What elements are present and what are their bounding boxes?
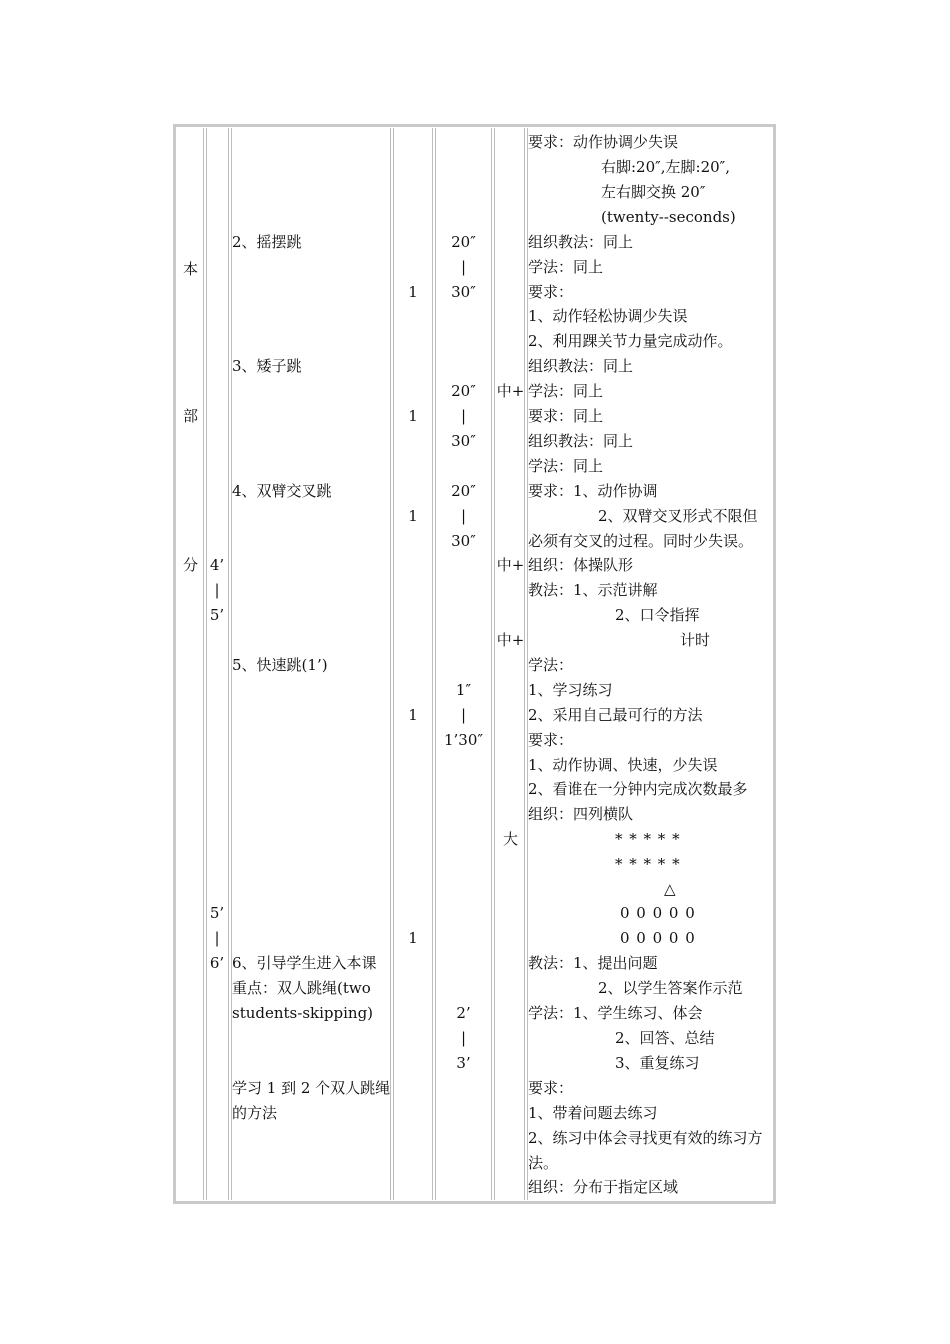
section-label-char: 本 (183, 260, 199, 278)
intensity-value: 中+ (496, 631, 525, 649)
note-line: 组织：四列横队 (528, 805, 634, 823)
note-line: 学法：1、学生练习、体会 (528, 1004, 703, 1022)
duration-value: 1’30″ (443, 731, 483, 749)
column-divider (203, 128, 204, 1200)
content-item: 5、快速跳(1’) (232, 656, 328, 674)
teacher-triangle-icon: △ (664, 880, 676, 898)
note-line: 要求：1、动作协调 (528, 482, 658, 500)
content-item: 重点：双人跳绳(two (232, 979, 371, 997)
time-value: 4’ (209, 556, 225, 574)
content-item: 的方法 (232, 1104, 278, 1122)
note-line: 要求： (528, 731, 574, 749)
time-value: 5’ (209, 606, 225, 624)
note-line: 1、动作轻松协调少失误 (528, 307, 688, 325)
formation-row: * * * * * (615, 830, 681, 848)
note-line: (twenty--seconds) (601, 208, 736, 226)
note-line: 计时 (680, 631, 711, 649)
note-line: 2、以学生答案作示范 (598, 979, 743, 997)
note-line: 学法： (528, 656, 574, 674)
formation-row: 0 0 0 0 0 (620, 929, 696, 947)
time-separator: | (214, 581, 220, 599)
duration-separator: | (460, 407, 467, 425)
duration-value: 20″ (451, 482, 476, 500)
time-value: 5’ (209, 904, 225, 922)
time-separator: | (214, 929, 220, 947)
note-line: 学法：同上 (528, 457, 604, 475)
intensity-value: 中+ (496, 556, 525, 574)
count-value: 1 (408, 283, 418, 301)
duration-value: 30″ (451, 283, 476, 301)
formation-row: * * * * * (615, 855, 681, 873)
duration-separator: | (460, 706, 467, 724)
note-line: 教法：1、示范讲解 (528, 581, 658, 599)
content-item: 3、矮子跳 (232, 357, 302, 375)
count-value: 1 (408, 706, 418, 724)
duration-value: 30″ (451, 432, 476, 450)
note-line: 2、利用踝关节力量完成动作。 (528, 332, 733, 350)
content-item: 6、引导学生进入本课 (232, 954, 377, 972)
duration-value: 20″ (451, 382, 476, 400)
note-line: 1、动作协调、快速，少失误 (528, 756, 718, 774)
note-line: 学法：同上 (528, 382, 604, 400)
column-divider (228, 128, 229, 1200)
duration-separator: | (460, 1029, 467, 1047)
note-line: 要求：同上 (528, 407, 604, 425)
note-line: 组织：体操队形 (528, 556, 634, 574)
note-line: 2、双臂交叉形式不限但 (598, 507, 758, 525)
time-value: 6’ (209, 954, 225, 972)
section-label-char: 分 (183, 556, 199, 574)
content-item: 4、双臂交叉跳 (232, 482, 332, 500)
content-item: 2、摇摆跳 (232, 233, 302, 251)
note-line: 教法：1、提出问题 (528, 954, 658, 972)
note-line: 组织教法：同上 (528, 357, 634, 375)
duration-value: 20″ (451, 233, 476, 251)
section-label-char: 部 (183, 407, 199, 425)
duration-value: 2’ (456, 1004, 471, 1022)
note-line: 2、口令指挥 (615, 606, 700, 624)
note-line: 2、看谁在一分钟内完成次数最多 (528, 780, 748, 798)
duration-value: 1″ (455, 681, 472, 699)
note-line: 1、学习练习 (528, 681, 613, 699)
duration-separator: | (460, 258, 467, 276)
content-item: students-skipping) (232, 1004, 374, 1022)
count-value: 1 (408, 407, 418, 425)
note-line: 1、带着问题去练习 (528, 1104, 658, 1122)
note-line: 要求：动作协调少失误 (528, 133, 679, 151)
note-line: 要求： (528, 283, 574, 301)
note-line: 组织：分布于指定区域 (528, 1178, 679, 1196)
duration-value: 3’ (456, 1054, 471, 1072)
note-line: 3、重复练习 (615, 1054, 700, 1072)
note-line: 学法：同上 (528, 258, 604, 276)
formation-row: 0 0 0 0 0 (620, 904, 696, 922)
note-line: 要求： (528, 1079, 574, 1097)
duration-separator: | (460, 507, 467, 525)
intensity-value: 大 (502, 830, 518, 848)
note-line: 2、回答、总结 (615, 1029, 715, 1047)
note-line: 组织教法：同上 (528, 233, 634, 251)
count-value: 1 (408, 929, 418, 947)
note-line: 左右脚交换 20″ (601, 183, 706, 201)
note-line: 2、练习中体会寻找更有效的练习方 (528, 1129, 763, 1147)
note-line: 组织教法：同上 (528, 432, 634, 450)
intensity-value: 中+ (496, 382, 525, 400)
duration-value: 30″ (451, 532, 476, 550)
count-value: 1 (408, 507, 418, 525)
note-line: 右脚:20″,左脚:20″, (601, 158, 731, 176)
column-divider (524, 128, 525, 1200)
note-line: 2、采用自己最可行的方法 (528, 706, 703, 724)
note-line: 法。 (528, 1154, 559, 1172)
column-divider (390, 128, 391, 1200)
note-line: 必须有交叉的过程。同时少失误。 (528, 532, 754, 550)
content-item: 学习 1 到 2 个双人跳绳 (232, 1079, 391, 1097)
